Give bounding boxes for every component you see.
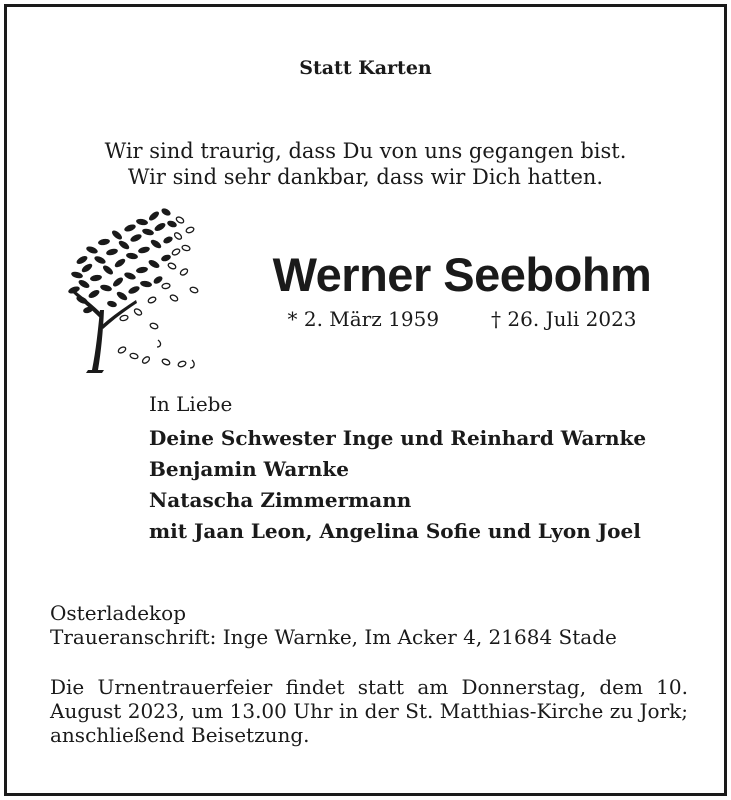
mourner-line: Deine Schwester Inge und Reinhard Warnke: [149, 426, 647, 450]
service-details: Die Urnentrauerfeier findet statt am Donnerstag, dem 10. August 2023, um 13.00 Uhr in der St. Matthias-Kirche zu Jork; anschließend Beisetzung.: [50, 675, 688, 747]
mourner-line: Natascha Zimmermann: [149, 488, 412, 512]
mourner-line: mit Jaan Leon, Angelina Sofie und Lyon Joel: [149, 519, 641, 543]
mourning-address: Traueranschrift: Inge Warnke, Im Acker 4, 21684 Stade: [50, 625, 617, 649]
memorial-quote: [7, 138, 724, 190]
notice-heading: Statt Karten: [299, 57, 432, 79]
life-dates: [237, 307, 687, 331]
address-block: [50, 601, 617, 649]
quote-line-1: Wir sind traurig, dass Du von uns gegangen bist.: [104, 139, 627, 163]
birth-date: * 2. März 1959: [287, 307, 440, 331]
death-date: † 26. Juli 2023: [491, 307, 637, 331]
mourners-intro: In Liebe: [149, 392, 233, 416]
tree-leaves-blowing-icon: [62, 200, 202, 380]
mourner-line: Benjamin Warnke: [149, 457, 349, 481]
obituary-notice: [4, 4, 727, 796]
mourners-list: [149, 423, 646, 547]
deceased-name: Werner Seebohm: [272, 248, 652, 301]
place-name: Osterladekop: [50, 601, 187, 625]
quote-line-2: Wir sind sehr dankbar, dass wir Dich hatten.: [127, 165, 604, 189]
